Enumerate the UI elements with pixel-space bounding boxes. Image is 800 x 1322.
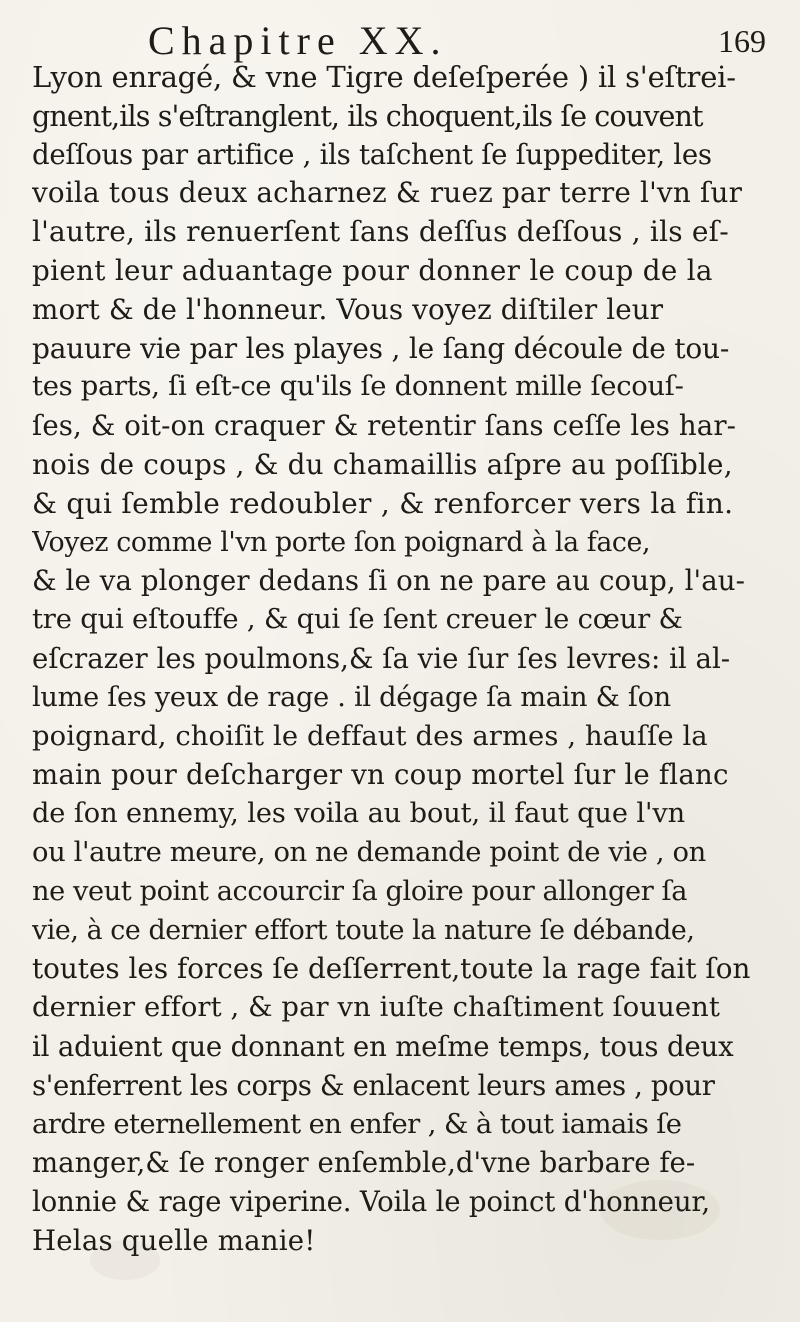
page-number: 169	[718, 23, 766, 59]
text-line: s'enferrent les corps & enlacent leurs ames , pour	[32, 1068, 715, 1102]
text-line: deſſous par artifice , ils taſchent ſe ſuppediter, les	[32, 137, 712, 171]
text-line: ne veut point accourcir ſa gloire pour allonger ſa	[32, 875, 688, 907]
text-line: dernier effort , & par vn iuſte chaſtiment ſouuent	[32, 992, 721, 1024]
text-line: ſes, & oit-on craquer & retentir ſans ceſſe les har-	[32, 409, 737, 443]
body-text	[32, 58, 774, 1261]
text-line: il aduient que donnant en meſme temps, tous deux	[32, 1029, 734, 1063]
text-line: ardre eternellement en enfer , & à tout iamais ſe	[32, 1108, 682, 1140]
text-line: gnent,ils s'eſtranglent, ils choquent,ils ſe couvent	[32, 98, 703, 133]
text-line: tes parts, ſi eſt-ce qu'ils ſe donnent mille ſecouſ-	[32, 371, 684, 403]
text-line: ou l'autre meure, on ne demande point de vie , on	[32, 836, 706, 868]
text-line: voila tous deux acharnez & ruez par terre l'vn ſur	[32, 176, 743, 210]
text-line: & le va plonger dedans ſi on ne pare au coup, l'au-	[32, 564, 746, 598]
text-line: tre qui eſtouffe , & qui ſe ſent creuer le cœur &	[32, 604, 683, 636]
text-line: nois de coups , & du chamaillis aſpre au poſſible,	[32, 447, 733, 481]
text-line: l'autre, ils renuerſent ſans deſſus deſſous , ils eſ-	[32, 215, 729, 249]
text-line: poignard, choiſit le deffaut des armes , hauſſe la	[32, 720, 708, 752]
text-line: manger,& ſe ronger enſemble,d'vne barbare fe-	[32, 1146, 696, 1180]
text-line: vie, à ce dernier effort toute la nature ſe débande,	[32, 914, 695, 946]
text-line: main pour deſcharger vn coup mortel ſur le flanc	[32, 758, 729, 792]
text-line: Helas quelle manie!	[32, 1223, 316, 1257]
text-line: lume ſes yeux de rage . il dégage ſa main & ſon	[32, 681, 671, 713]
text-line: Voyez comme l'vn porte ſon poignard à la face,	[32, 526, 651, 558]
text-line: toutes les forces ſe deſſerrent,toute la rage fait ſon	[32, 952, 751, 986]
chapter-title: Chapitre XX.	[148, 18, 448, 63]
text-line: lonnie & rage viperine. Voila le poinct d'honneur,	[32, 1185, 710, 1219]
text-line: de ſon ennemy, les voila au bout, il faut que l'vn	[32, 798, 685, 830]
text-line: pient leur aduantage pour donner le coup de la	[32, 253, 713, 287]
text-line: & qui ſemble redoubler , & renforcer vers la fin.	[32, 486, 734, 520]
text-line: mort & de l'honneur. Vous voyez diſtiler leur	[32, 292, 664, 326]
text-line: pauure vie par les playes , le ſang découle de tou-	[32, 331, 730, 365]
text-line: eſcrazer les poulmons,& ſa vie ſur ſes levres: il al-	[32, 641, 731, 675]
text-line: Lyon enragé, & vne Tigre deſeſperée ) il s'eſtrei-	[32, 60, 736, 94]
